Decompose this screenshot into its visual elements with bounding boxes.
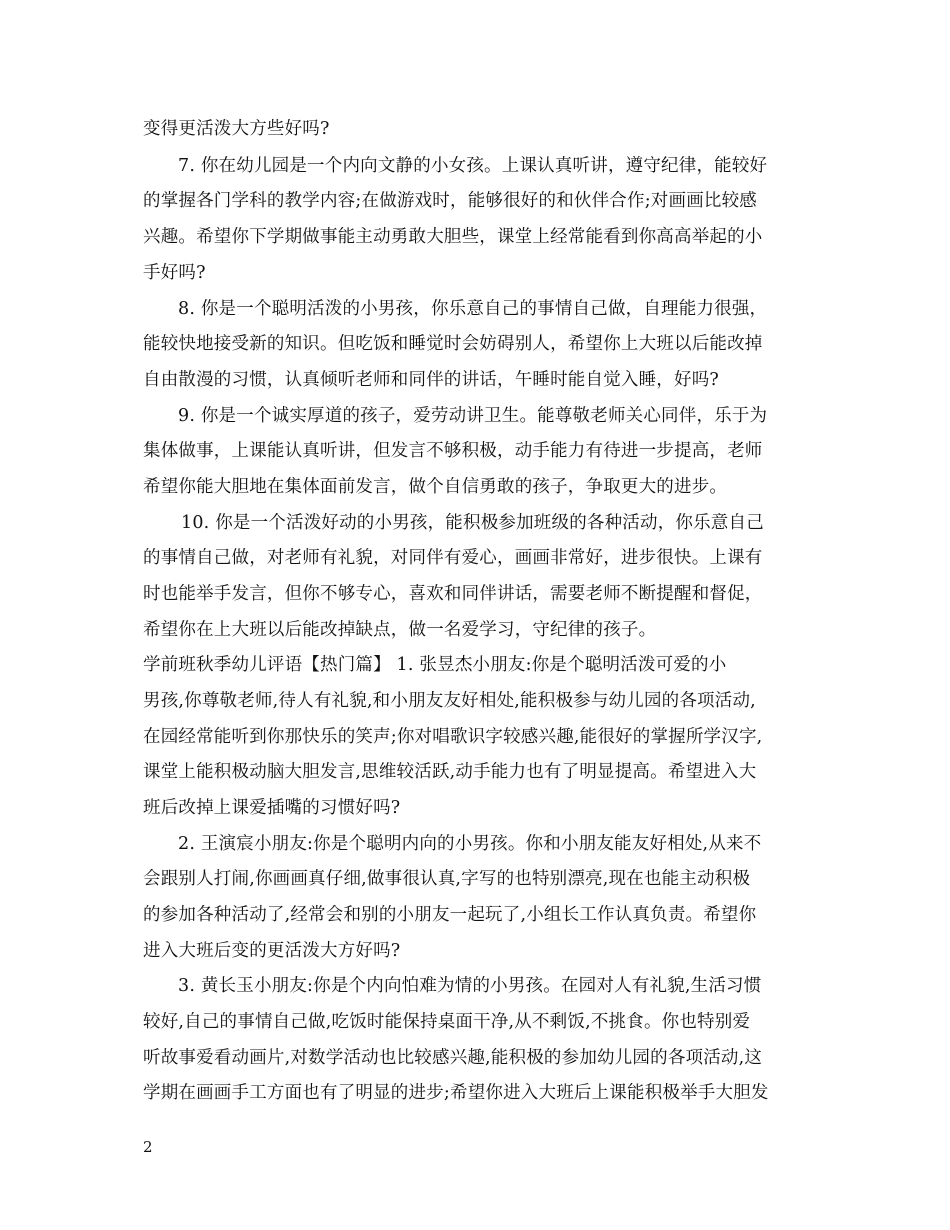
- text-line: 集体做事，上课能认真听讲，但发言不够积极，动手能力有待进一步提高，老师: [143, 441, 763, 461]
- text-line: 3. 黄长玉小朋友:你是个内向怕难为情的小男孩。在园对人有礼貌,生活习惯: [178, 976, 762, 996]
- text-line: 10. 你是一个活泼好动的小男孩，能积极参加班级的各种活动，你乐意自己: [181, 513, 764, 533]
- text-line: 变得更活泼大方些好吗?: [143, 119, 330, 139]
- page-number: 2: [143, 1138, 153, 1156]
- text-line: 较好,自己的事情自己做,吃饭时能保持桌面干净,从不剩饭,不挑食。你也特别爱: [143, 1012, 751, 1032]
- text-line: 时也能举手发言，但你不够专心，喜欢和同伴讲话，需要老师不断提醒和督促，: [143, 584, 763, 604]
- text-line: 的事情自己做，对老师有礼貌，对同伴有爱心，画画非常好，进步很快。上课有: [143, 548, 763, 568]
- text-line: 学期在画画手工方面也有了明显的进步;希望你进入大班后上课能积极举手大胆发: [143, 1083, 769, 1103]
- text-line: 进入大班后变的更活泼大方好吗?: [143, 941, 401, 961]
- text-line: 8. 你是一个聪明活泼的小男孩，你乐意自己的事情自己做，自理能力很强，: [178, 299, 768, 319]
- text-line: 7. 你在幼儿园是一个内向文静的小女孩。上课认真听讲，遵守纪律，能较好: [178, 156, 768, 176]
- text-line: 会跟别人打闹,你画画真仔细,做事很认真,字写的也特别漂亮,现在也能主动积极: [143, 869, 751, 889]
- text-line: 班后改掉上课爱插嘴的习惯好吗?: [143, 798, 401, 818]
- text-line: 希望你能大胆地在集体面前发言，做个自信勇敢的孩子，争取更大的进步。: [143, 477, 728, 497]
- text-line: 课堂上能积极动脑大胆发言,思维较活跃,动手能力也有了明显提高。希望进入大: [143, 762, 757, 782]
- text-line: 9. 你是一个诚实厚道的孩子，爱劳动讲卫生。能尊敬老师关心同伴，乐于为: [178, 406, 768, 426]
- text-line: 手好吗?: [143, 263, 206, 283]
- text-line: 兴趣。希望你下学期做事能主动勇敢大胆些，课堂上经常能看到你高高举起的小: [143, 227, 763, 247]
- text-line: 男孩,你尊敬老师,待人有礼貌,和小朋友友好相处,能积极参与幼儿园的各项活动,: [143, 691, 756, 711]
- text-line: 的掌握各门学科的教学内容;在做游戏时，能够很好的和伙伴合作;对画画比较感: [143, 191, 757, 211]
- text-line: 希望你在上大班以后能改掉缺点，做一名爱学习，守纪律的孩子。: [143, 620, 657, 640]
- section-heading-line: 学前班秋季幼儿评语【热门篇】 1. 张昱杰小朋友:你是个聪明活泼可爱的小: [143, 655, 727, 675]
- text-line: 听故事爱看动画片,对数学活动也比较感兴趣,能积极的参加幼儿园的各项活动,这: [143, 1048, 763, 1068]
- text-line: 自由散漫的习惯，认真倾听老师和同伴的讲话，午睡时能自觉入睡，好吗?: [143, 370, 719, 390]
- text-line: 2. 王演宸小朋友:你是个聪明内向的小男孩。你和小朋友能友好相处,从来不: [178, 834, 762, 854]
- text-line: 的参加各种活动了,经常会和别的小朋友一起玩了,小组长工作认真负责。希望你: [143, 905, 757, 925]
- text-line: 在园经常能听到你那快乐的笑声;你对唱歌识字较感兴趣,能很好的掌握所学汉字,: [143, 727, 763, 747]
- text-line: 能较快地接受新的知识。但吃饭和睡觉时会妨碍别人，希望你上大班以后能改掉: [143, 334, 763, 354]
